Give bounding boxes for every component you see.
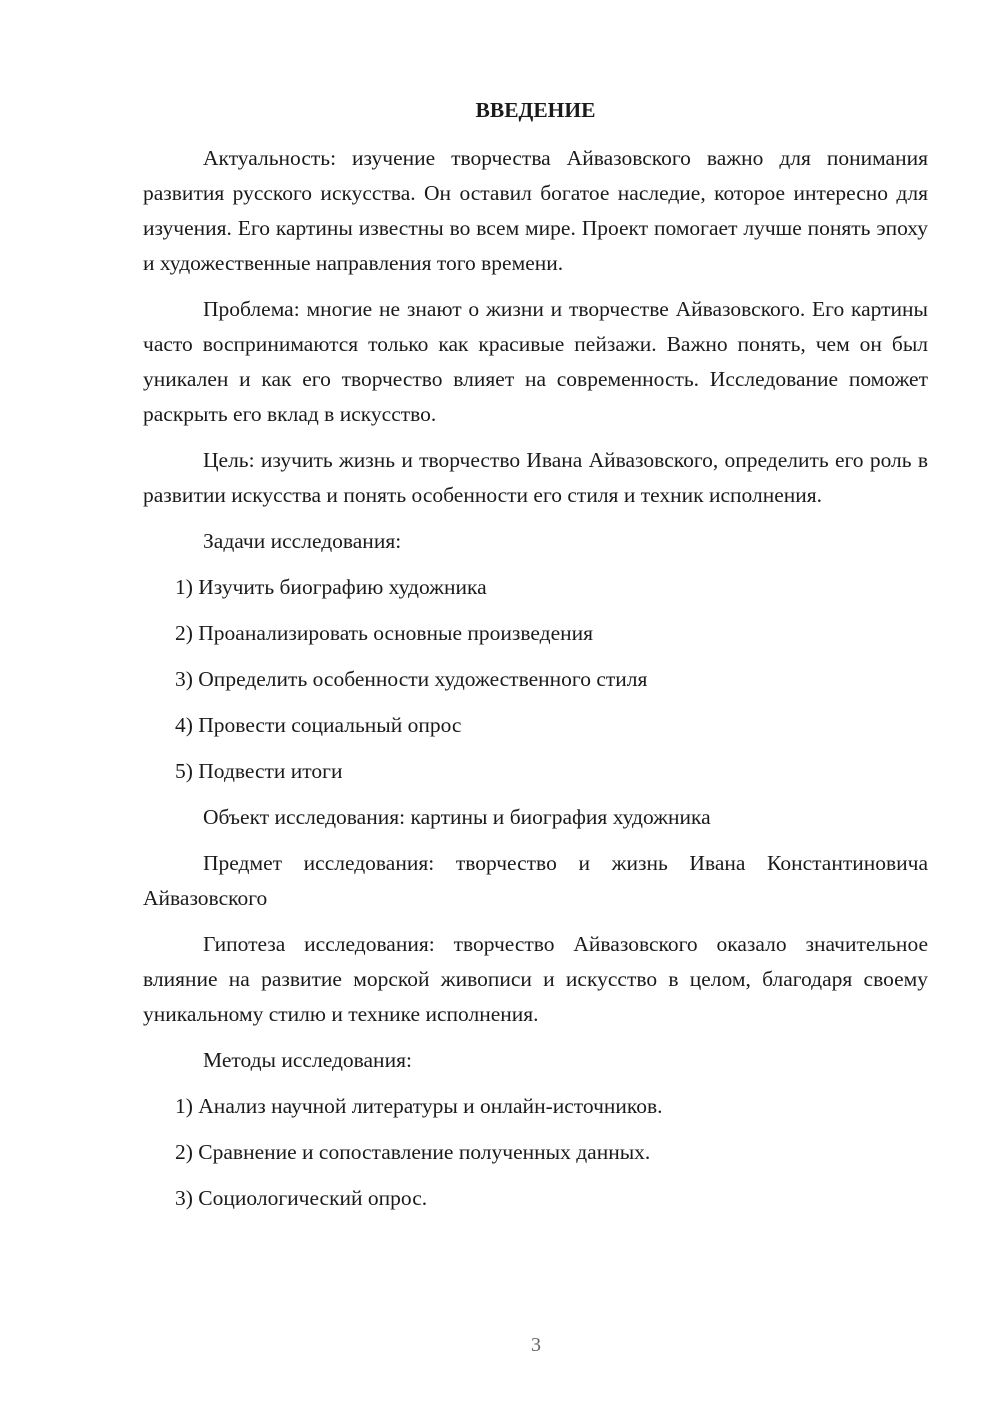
task-item: 3) Определить особенности художественного стиля (175, 667, 648, 691)
methods-heading: Методы исследования: (203, 1048, 412, 1072)
task-item: 1) Изучить биографию художника (175, 575, 487, 599)
goal-paragraph: Цель: изучить жизнь и творчество Ивана Айвазовского, определить его роль в развитии искусства и понять особенности его стиля и техник исполнения. (143, 448, 928, 507)
task-item: 2) Проанализировать основные произведения (175, 621, 594, 645)
task-item: 5) Подвести итоги (175, 759, 343, 783)
problem-paragraph: Проблема: многие не знают о жизни и творчестве Айвазовского. Его картины часто воспринимаются только как красивые пейзажи. Важно понять, чем он был уникален и как его творчество влияет на современность. Исследование поможет раскрыть его вклад в искусство. (143, 297, 928, 426)
page-number: 3 (531, 1334, 541, 1356)
subject-paragraph: Предмет исследования: творчество и жизнь Ивана Константиновича Айвазовского (143, 851, 928, 910)
document-page (143, 93, 928, 1227)
hypothesis-paragraph: Гипотеза исследования: творчество Айвазовского оказало значительное влияние на развитие морской живописи и искусство в целом, благодаря своему уникальному стилю и технике исполнения. (143, 932, 928, 1026)
method-item: 2) Сравнение и сопоставление полученных данных. (175, 1140, 651, 1164)
method-item: 1) Анализ научной литературы и онлайн-источников. (175, 1094, 663, 1118)
object-paragraph: Объект исследования: картины и биография художника (203, 805, 711, 829)
relevance-paragraph: Актуальность: изучение творчества Айвазовского важно для понимания развития русского искусства. Он оставил богатое наследие, которое интересно для изучения. Его картины известны во всем мире. Проект помогает лучше понять эпоху и художественные направления того времени. (143, 146, 928, 275)
method-item: 3) Социологический опрос. (175, 1186, 428, 1210)
section-title: ВВЕДЕНИЕ (475, 98, 596, 122)
tasks-heading: Задачи исследования: (203, 529, 402, 553)
task-item: 4) Провести социальный опрос (175, 713, 462, 737)
